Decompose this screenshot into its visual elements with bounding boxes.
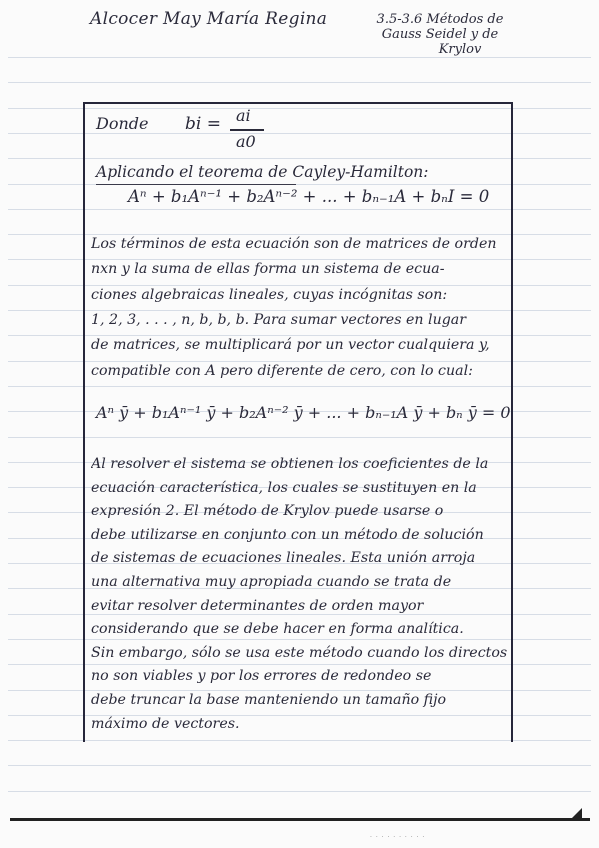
text-line: ciones algebraicas lineales, cuyas incógnitas son: <box>91 286 448 303</box>
text-line: de matrices, se multiplicará por un vector cualquiera y, <box>91 337 490 354</box>
theorem-underline <box>96 184 296 185</box>
definition-denominator: a0 <box>236 132 256 151</box>
text-line: de sistemas de ecuaciones lineales. Esta unión arroja <box>91 550 476 567</box>
krylov-vector-equation: Aⁿ ȳ + b₁Aⁿ⁻¹ ȳ + b₂Aⁿ⁻² ȳ + ... + bₙ₋₁A ȳ + bₙ ȳ = 0 <box>96 403 511 422</box>
notebook-rule <box>8 765 591 766</box>
text-line: Sin embargo, sólo se usa este método cuando los directos <box>91 644 508 661</box>
notebook-rule <box>8 791 591 792</box>
text-line: compatible con A pero diferente de cero, con lo cual: <box>91 362 473 379</box>
student-name: Alcocer May María Regina <box>90 9 328 29</box>
fraction-bar <box>230 129 264 131</box>
topic-heading <box>360 12 520 57</box>
topic-line: 3.5-3.6 Métodos de <box>376 12 504 27</box>
text-line: debe utilizarse en conjunto con un método de solución <box>91 526 484 543</box>
text-line: máximo de vectores. <box>91 715 240 732</box>
text-line: 1, 2, 3, . . . , n, b, b, b. Para sumar vectores en lugar <box>91 311 467 328</box>
definition-lead: Donde <box>96 114 149 133</box>
text-line: no son viables y por los errores de redondeo se <box>91 668 432 685</box>
text-line: debe truncar la base manteniendo un tamaño fijo <box>91 692 447 708</box>
topic-line: Gauss Seidel y de <box>381 27 499 42</box>
theorem-intro: Aplicando el teorema de Cayley-Hamilton: <box>96 163 429 181</box>
page-bottom-edge <box>10 818 590 821</box>
scan-marks: · · · · · · · · · · <box>370 834 426 841</box>
cayley-hamilton-equation: Aⁿ + b₁Aⁿ⁻¹ + b₂Aⁿ⁻² + ... + bₙ₋₁A + bₙI = 0 <box>128 187 490 206</box>
page-corner <box>572 808 582 818</box>
content-frame-top <box>83 102 513 104</box>
definition-numerator: ai <box>236 106 251 125</box>
text-line: Al resolver el sistema se obtienen los coeficientes de la <box>91 456 489 472</box>
text-line: ecuación característica, los cuales se sustituyen en la <box>91 479 477 496</box>
text-line: una alternativa muy apropiada cuando se trata de <box>91 574 452 590</box>
text-line: Los términos de esta ecuación son de matrices de orden <box>91 236 497 252</box>
text-line: considerando que se debe hacer en forma analítica. <box>91 621 464 638</box>
notebook-rule <box>8 82 591 83</box>
text-line: evitar resolver determinantes de orden mayor <box>91 597 424 614</box>
topic-line: Krylov <box>438 42 482 57</box>
notebook-rule <box>8 57 591 58</box>
text-line: expresión 2. El método de Krylov puede usarse o <box>91 503 444 520</box>
text-line: nxn y la suma de ellas forma un sistema de ecua- <box>91 261 445 278</box>
definition-lhs: bi = <box>185 114 221 134</box>
